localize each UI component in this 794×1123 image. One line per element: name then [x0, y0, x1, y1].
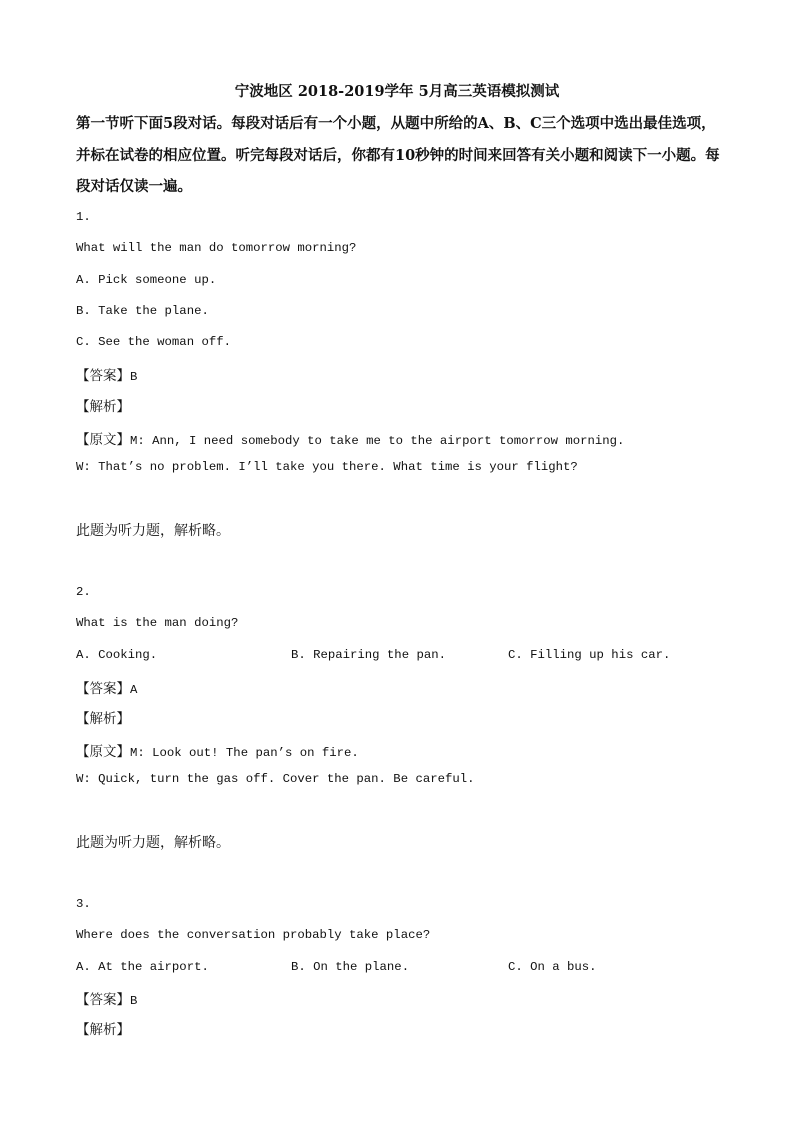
option-c: C. See the woman off.	[76, 335, 231, 349]
answer-line	[76, 364, 137, 384]
question-text: What will the man do tomorrow morning?	[76, 241, 357, 255]
option-c: C. Filling up his car.	[508, 648, 671, 662]
option-b: B. Take the plane.	[76, 304, 209, 318]
answer-label: 【答案】	[76, 681, 130, 697]
analysis-label: 【解析】	[76, 711, 130, 727]
option-a: A. At the airport.	[76, 960, 209, 974]
question-text: What is the man doing?	[76, 616, 239, 630]
transcript-line: W: That’s no problem. I’ll take you there. What time is your flight?	[76, 460, 578, 474]
transcript-line: W: Quick, turn the gas off. Cover the pan. Be careful.	[76, 772, 475, 786]
option-a: A. Pick someone up.	[76, 273, 217, 287]
question-number: 1.	[76, 210, 91, 224]
analysis-line	[76, 1018, 130, 1038]
option-b: B. Repairing the pan.	[291, 648, 446, 662]
option-c: C. On a bus.	[508, 960, 597, 974]
analysis-note: 此题为听力题，解析略。	[76, 523, 230, 539]
answer-line	[76, 988, 137, 1008]
document-title: 宁波地区 2018-2019学年 5月高三英语模拟测试	[234, 83, 560, 100]
analysis-label: 【解析】	[76, 1022, 130, 1038]
transcript-line	[76, 428, 624, 448]
analysis-line	[76, 395, 130, 415]
transcript-text: M: Ann, I need somebody to take me to the airport tomorrow morning.	[130, 434, 625, 448]
answer-value: A	[130, 683, 138, 697]
question-text: Where does the conversation probably take place?	[76, 928, 431, 942]
answer-value: B	[130, 370, 138, 384]
answer-label: 【答案】	[76, 368, 130, 384]
answer-line	[76, 677, 137, 697]
analysis-note: 此题为听力题，解析略。	[76, 835, 230, 851]
section-instructions: 第一节听下面5段对话。每段对话后有一个小题，从题中所给的A、B、C三个选项中选出最佳选项，并标在试卷的相应位置。听完每段对话后，你都有10秒钟的时间来回答有关小题和阅读下一小题。每段对话仅读一遍。	[76, 115, 720, 195]
question-number: 3.	[76, 897, 91, 911]
question-number: 2.	[76, 585, 91, 599]
transcript-text: M: Look out! The pan’s on fire.	[130, 746, 359, 760]
analysis-line	[76, 707, 130, 727]
original-label: 【原文】	[76, 432, 130, 448]
option-a: A. Cooking.	[76, 648, 158, 662]
answer-label: 【答案】	[76, 992, 130, 1008]
option-b: B. On the plane.	[291, 960, 410, 974]
transcript-line	[76, 740, 359, 760]
answer-value: B	[130, 994, 138, 1008]
original-label: 【原文】	[76, 744, 130, 760]
analysis-label: 【解析】	[76, 399, 130, 415]
